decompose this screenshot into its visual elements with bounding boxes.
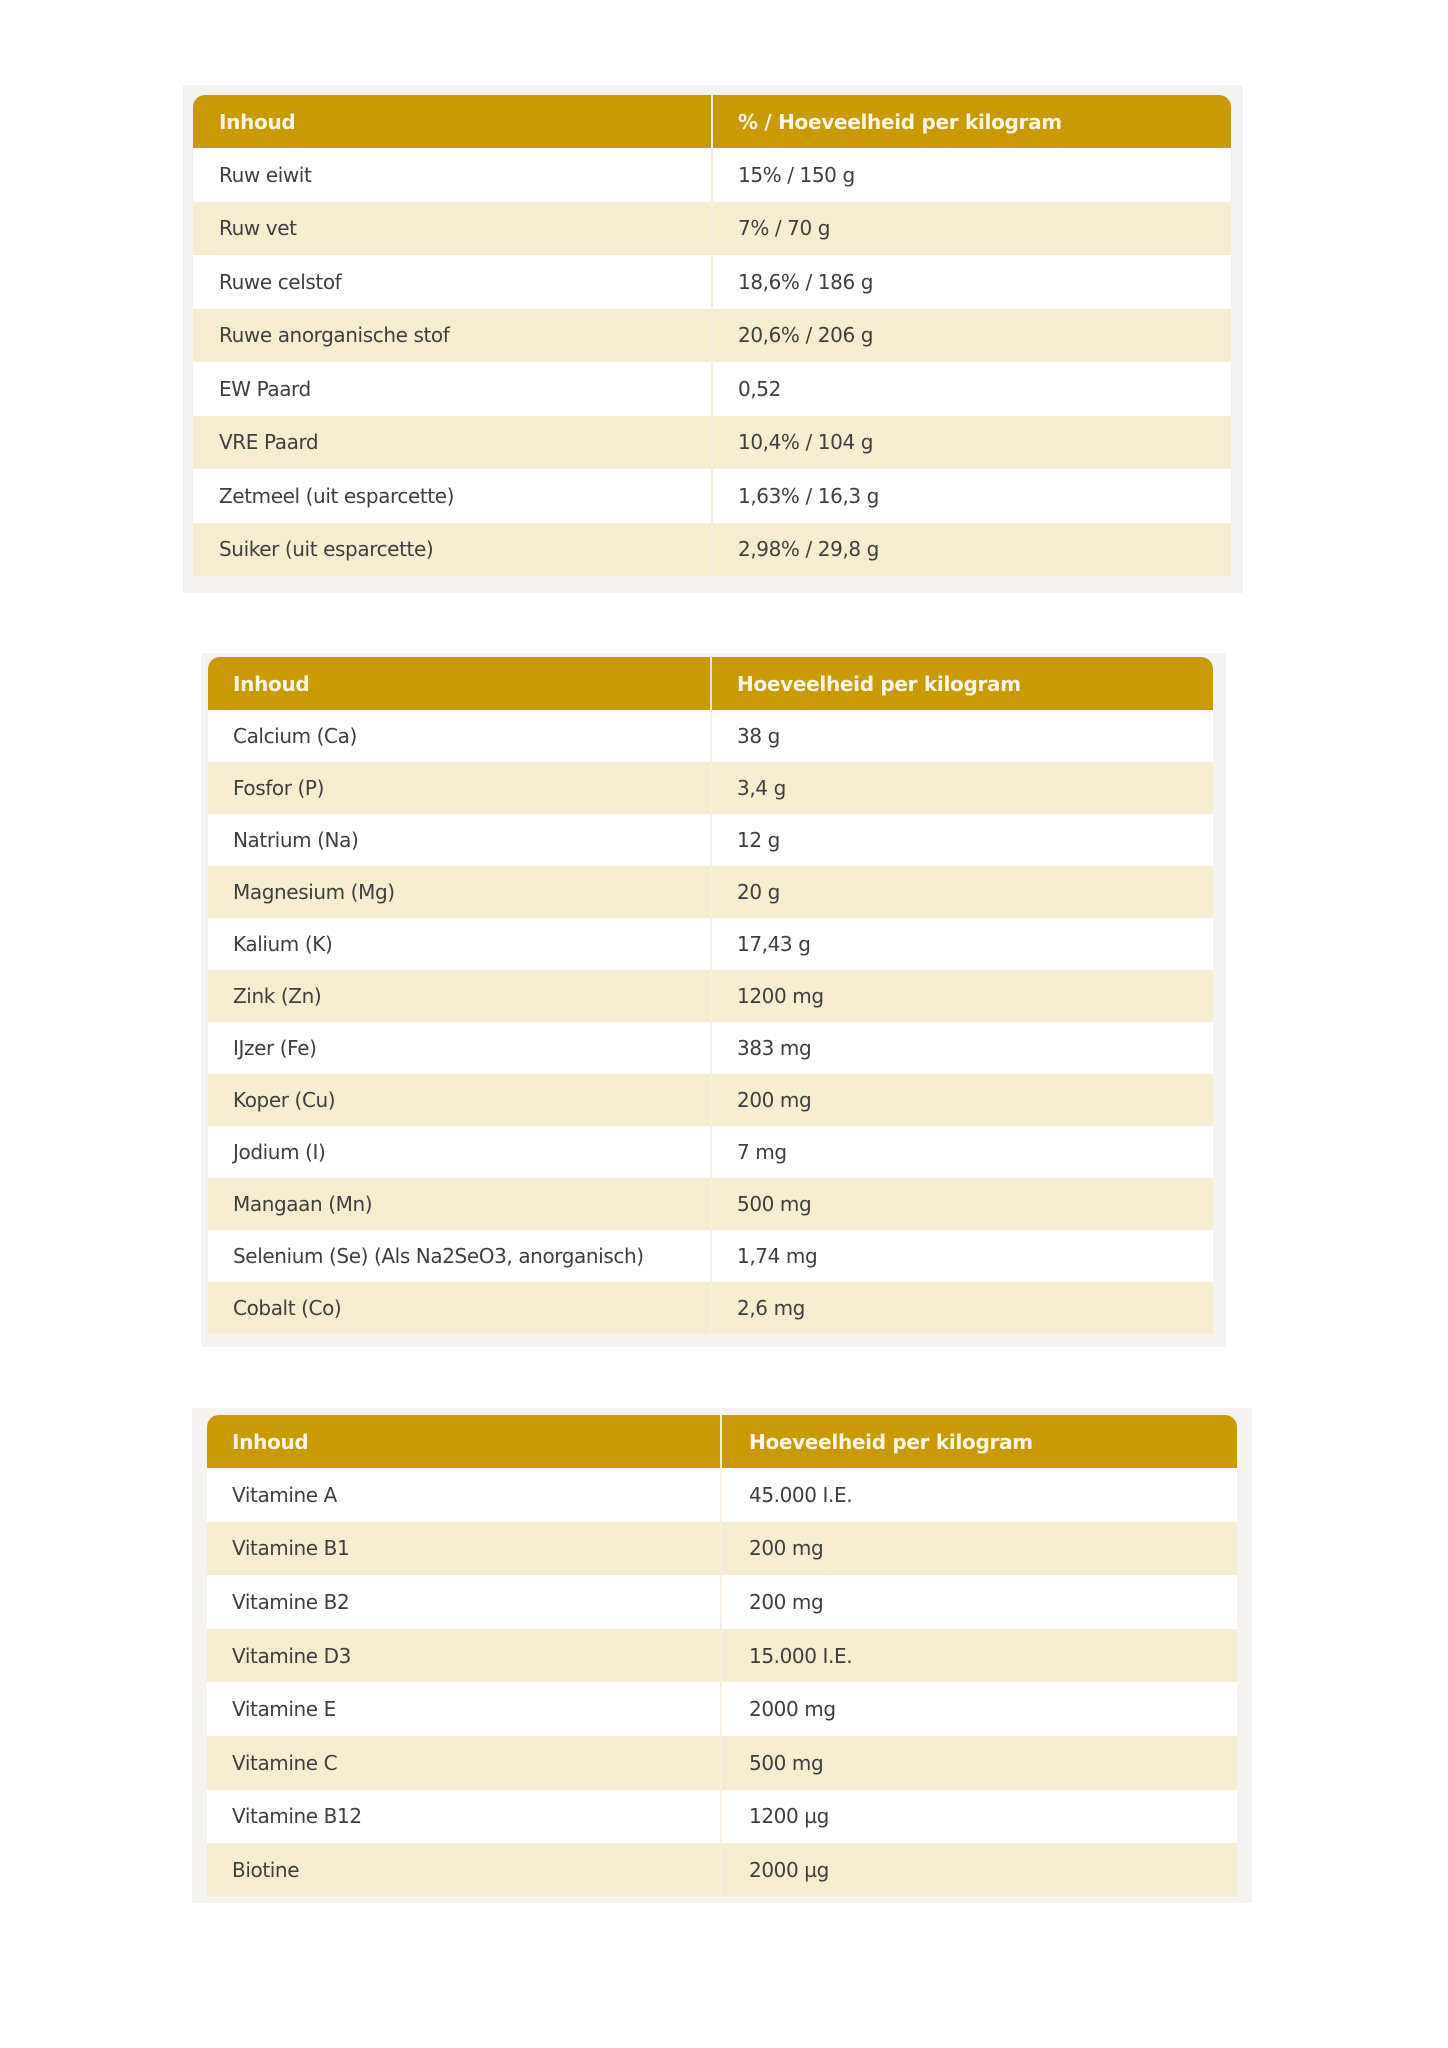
nutrient-amount: 20,6% / 206 g bbox=[712, 309, 1231, 363]
table-row bbox=[193, 469, 1231, 523]
column-header-content: Inhoud bbox=[207, 1415, 721, 1468]
table-row bbox=[207, 1843, 1237, 1897]
table-row bbox=[208, 1022, 1213, 1074]
nutrient-amount: 500 mg bbox=[721, 1736, 1237, 1790]
nutrient-amount: 10,4% / 104 g bbox=[712, 416, 1231, 470]
nutrient-amount: 1,74 mg bbox=[711, 1230, 1213, 1282]
nutrient-amount: 15% / 150 g bbox=[712, 148, 1231, 202]
nutrient-name: Ruwe anorganische stof bbox=[193, 309, 712, 363]
table-row bbox=[208, 710, 1213, 762]
nutrient-name: Kalium (K) bbox=[208, 918, 711, 970]
nutrient-name: Vitamine B2 bbox=[207, 1575, 721, 1629]
table-row bbox=[207, 1468, 1237, 1522]
nutrient-name: Jodium (I) bbox=[208, 1126, 711, 1178]
table-row bbox=[193, 148, 1231, 202]
table-row bbox=[208, 1074, 1213, 1126]
nutrient-amount: 2000 mg bbox=[721, 1682, 1237, 1736]
nutrient-amount: 38 g bbox=[711, 710, 1213, 762]
column-header-content: Inhoud bbox=[208, 657, 711, 710]
table-header-row bbox=[208, 657, 1213, 710]
nutrient-amount: 1200 µg bbox=[721, 1790, 1237, 1844]
table-row bbox=[208, 1230, 1213, 1282]
nutrient-amount: 7% / 70 g bbox=[712, 202, 1231, 256]
nutrient-name: Suiker (uit esparcette) bbox=[193, 523, 712, 577]
nutrient-name: IJzer (Fe) bbox=[208, 1022, 711, 1074]
nutrient-amount: 200 mg bbox=[721, 1522, 1237, 1576]
nutrient-name: Koper (Cu) bbox=[208, 1074, 711, 1126]
nutrient-amount: 500 mg bbox=[711, 1178, 1213, 1230]
nutrient-amount: 383 mg bbox=[711, 1022, 1213, 1074]
table-row bbox=[208, 814, 1213, 866]
nutrient-amount: 17,43 g bbox=[711, 918, 1213, 970]
nutrient-name: Zetmeel (uit esparcette) bbox=[193, 469, 712, 523]
nutrient-amount: 200 mg bbox=[721, 1575, 1237, 1629]
composition-table bbox=[193, 95, 1231, 576]
table-row bbox=[208, 1178, 1213, 1230]
nutrient-name: Ruwe celstof bbox=[193, 255, 712, 309]
table-row bbox=[208, 1282, 1213, 1334]
table-row bbox=[208, 866, 1213, 918]
table-header-row bbox=[193, 95, 1231, 148]
column-header-amount: Hoeveelheid per kilogram bbox=[721, 1415, 1237, 1468]
nutrient-name: Ruw eiwit bbox=[193, 148, 712, 202]
nutrient-name: Natrium (Na) bbox=[208, 814, 711, 866]
table-row bbox=[207, 1736, 1237, 1790]
table-row bbox=[193, 523, 1231, 577]
nutrient-name: Cobalt (Co) bbox=[208, 1282, 711, 1334]
table-row bbox=[207, 1629, 1237, 1683]
table-row bbox=[207, 1575, 1237, 1629]
nutrient-amount: 15.000 I.E. bbox=[721, 1629, 1237, 1683]
nutrient-amount: 7 mg bbox=[711, 1126, 1213, 1178]
nutrient-name: Vitamine B12 bbox=[207, 1790, 721, 1844]
nutrient-name: EW Paard bbox=[193, 362, 712, 416]
table-header-row bbox=[207, 1415, 1237, 1468]
nutrient-amount: 12 g bbox=[711, 814, 1213, 866]
column-header-content: Inhoud bbox=[193, 95, 712, 148]
nutrient-amount: 2,6 mg bbox=[711, 1282, 1213, 1334]
nutrient-amount: 1,63% / 16,3 g bbox=[712, 469, 1231, 523]
nutrient-name: Biotine bbox=[207, 1843, 721, 1897]
nutrient-name: VRE Paard bbox=[193, 416, 712, 470]
nutrient-name: Vitamine A bbox=[207, 1468, 721, 1522]
column-header-amount: % / Hoeveelheid per kilogram bbox=[712, 95, 1231, 148]
table-row bbox=[207, 1682, 1237, 1736]
nutrient-name: Magnesium (Mg) bbox=[208, 866, 711, 918]
table-row bbox=[208, 918, 1213, 970]
nutrient-amount: 2000 µg bbox=[721, 1843, 1237, 1897]
nutrient-amount: 200 mg bbox=[711, 1074, 1213, 1126]
nutrient-amount: 3,4 g bbox=[711, 762, 1213, 814]
nutrient-amount: 2,98% / 29,8 g bbox=[712, 523, 1231, 577]
table-row bbox=[193, 202, 1231, 256]
table-row bbox=[193, 416, 1231, 470]
nutrient-amount: 0,52 bbox=[712, 362, 1231, 416]
table-row bbox=[193, 309, 1231, 363]
nutrient-name: Calcium (Ca) bbox=[208, 710, 711, 762]
nutrient-name: Vitamine E bbox=[207, 1682, 721, 1736]
nutrient-name: Ruw vet bbox=[193, 202, 712, 256]
vitamins-table bbox=[207, 1415, 1237, 1897]
nutrient-amount: 1200 mg bbox=[711, 970, 1213, 1022]
nutrient-name: Fosfor (P) bbox=[208, 762, 711, 814]
table-row bbox=[208, 970, 1213, 1022]
table-row bbox=[208, 1126, 1213, 1178]
column-header-amount: Hoeveelheid per kilogram bbox=[711, 657, 1213, 710]
table-row bbox=[207, 1522, 1237, 1576]
table-row bbox=[207, 1790, 1237, 1844]
nutrient-name: Vitamine C bbox=[207, 1736, 721, 1790]
table-row bbox=[193, 255, 1231, 309]
nutrient-name: Mangaan (Mn) bbox=[208, 1178, 711, 1230]
table-row bbox=[193, 362, 1231, 416]
minerals-table bbox=[208, 657, 1213, 1334]
nutrient-name: Selenium (Se) (Als Na2SeO3, anorganisch) bbox=[208, 1230, 711, 1282]
nutrient-amount: 45.000 I.E. bbox=[721, 1468, 1237, 1522]
nutrient-name: Zink (Zn) bbox=[208, 970, 711, 1022]
nutrient-name: Vitamine B1 bbox=[207, 1522, 721, 1576]
nutrient-amount: 20 g bbox=[711, 866, 1213, 918]
nutrient-name: Vitamine D3 bbox=[207, 1629, 721, 1683]
table-row bbox=[208, 762, 1213, 814]
nutrient-amount: 18,6% / 186 g bbox=[712, 255, 1231, 309]
